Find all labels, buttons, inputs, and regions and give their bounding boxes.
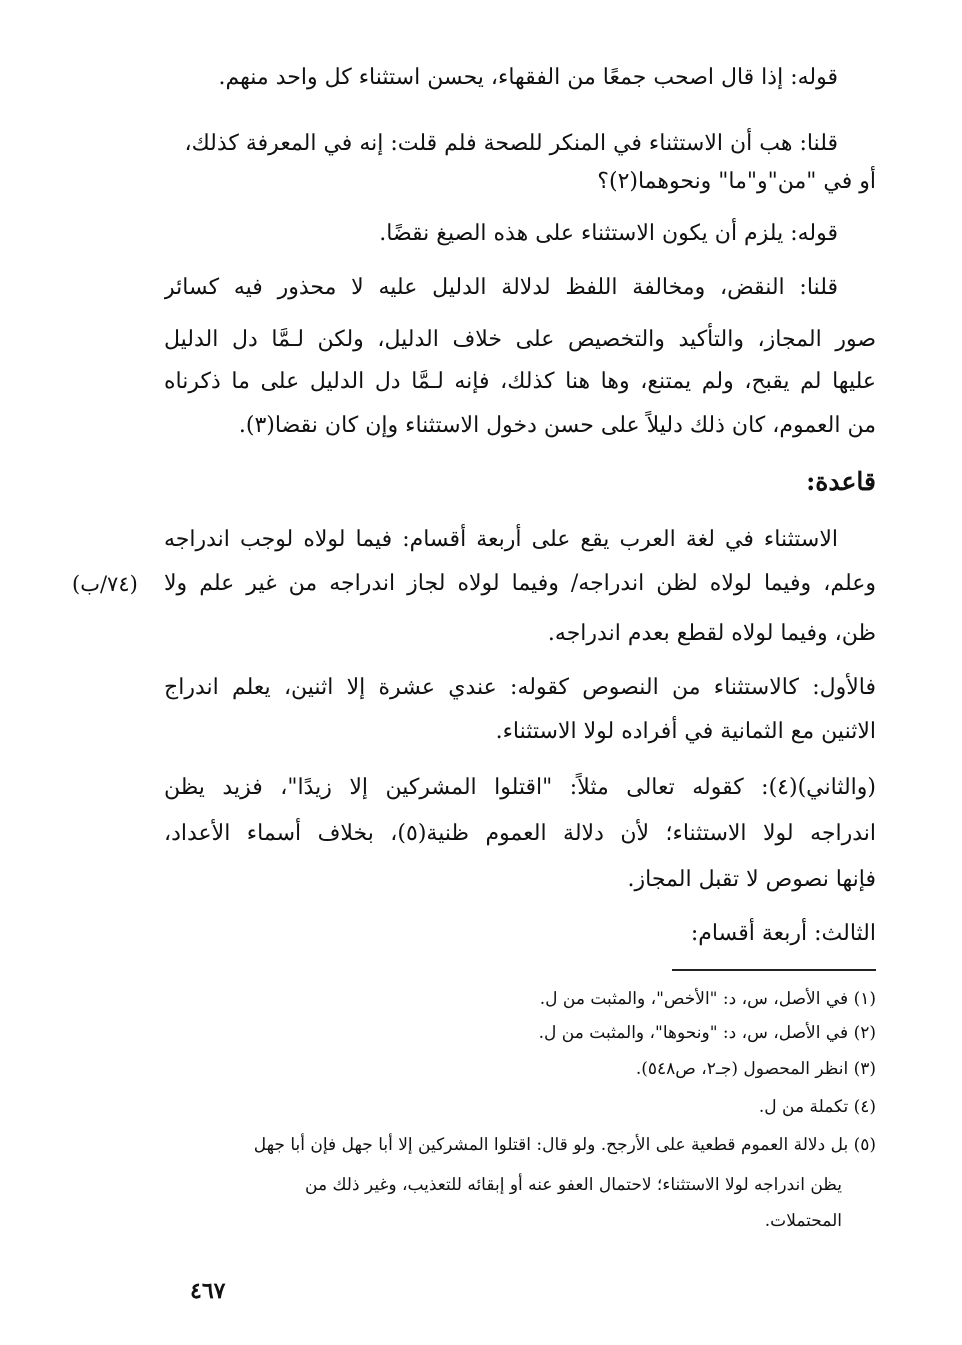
paragraph-6-line-2: الاثنين مع الثمانية في أفراده لولا الاستثناء. <box>495 719 876 744</box>
paragraph-3-line-1: قوله: يلزم أن يكون الاستثناء على هذه الصيغ نقضًا. <box>379 221 838 246</box>
paragraph-5-line-3: ظن، وفيما لولاه لقطع بعدم اندراجه. <box>547 621 876 646</box>
footnote-4: (٤) تكملة من ل. <box>758 1097 876 1117</box>
paragraph-5-line-1: الاستثناء في لغة العرب يقع على أربعة أقسام: فيما لولاه لوجب اندراجه <box>164 527 838 552</box>
paragraph-8-line-1: الثالث: أربعة أقسام: <box>690 921 876 946</box>
paragraph-4-line-3: عليها لم يقبح، ولم يمتنع، وها هنا كذلك، فإنه لـمَّا دل الدليل على ما ذكرناه <box>164 369 876 394</box>
paragraph-1-line-1: قوله: إذا قال اصحب جمعًا من الفقهاء، يحسن استثناء كل واحد منهم. <box>218 65 838 90</box>
footnote-2: (٢) في الأصل، س، د: "ونحوها"، والمثبت من ل. <box>538 1023 876 1043</box>
paragraph-6-line-1: فالأول: كالاستثناء من النصوص كقوله: عندي عشرة إلا اثنين، يعلم اندراج <box>164 675 876 700</box>
section-heading: قاعدة: <box>806 467 876 496</box>
footnote-3: (٣) انظر المحصول (جـ٢، ص٥٤٨). <box>635 1059 876 1079</box>
footnote-1: (١) في الأصل، س، د: "الأخص"، والمثبت من ل. <box>539 989 876 1009</box>
paragraph-7-line-1: (والثاني)(٤): كقوله تعالى مثلاً: "اقتلوا المشركين إلا زيدًا"، فزيد يظن <box>164 775 876 800</box>
footnote-divider <box>672 969 876 971</box>
paragraph-5-line-2: وعلم، وفيما لولاه لظن اندراجه/ وفيما لولاه لجاز اندراجه من غير علم ولا <box>164 571 876 596</box>
page-number: ٤٦٧ <box>190 1278 226 1304</box>
manuscript-folio-note: (٧٤/ب) <box>72 572 138 596</box>
paragraph-7-line-3: فإنها نصوص لا تقبل المجاز. <box>627 867 876 892</box>
paragraph-2-line-1: قلنا: هب أن الاستثناء في المنكر للصحة فلم قلت: إنه في المعرفة كذلك، <box>184 131 838 156</box>
paragraph-4-line-4: من العموم، كان ذلك دليلاً على حسن دخول الاستثناء وإن كان نقضا(٣). <box>238 413 876 438</box>
paragraph-7-line-2: اندراجه لولا الاستثناء؛ لأن دلالة العموم ظنية(٥)، بخلاف أسماء الأعداد، <box>164 821 876 846</box>
footnote-5-line-1: (٥) بل دلالة العموم قطعية على الأرجح. ولو قال: اقتلوا المشركين إلا أبا جهل فإن أبا جهل <box>253 1135 876 1155</box>
paragraph-4-line-1: قلنا: النقض، ومخالفة اللفظ لدلالة الدليل عليه لا محذور فيه كسائر <box>164 275 838 300</box>
paragraph-2-line-2: أو في "من"و"ما" ونحوهما(٢)؟ <box>597 169 876 194</box>
footnote-5-line-2: يظن اندراجه لولا الاستثناء؛ لاحتمال العفو عنه أو إبقائه للتعذيب، وغير ذلك من <box>305 1175 842 1195</box>
paragraph-4-line-2: صور المجاز، والتأكيد والتخصيص على خلاف الدليل، ولكن لـمَّا دل الدليل <box>164 327 876 352</box>
footnote-5-line-3: المحتملات. <box>764 1211 842 1231</box>
